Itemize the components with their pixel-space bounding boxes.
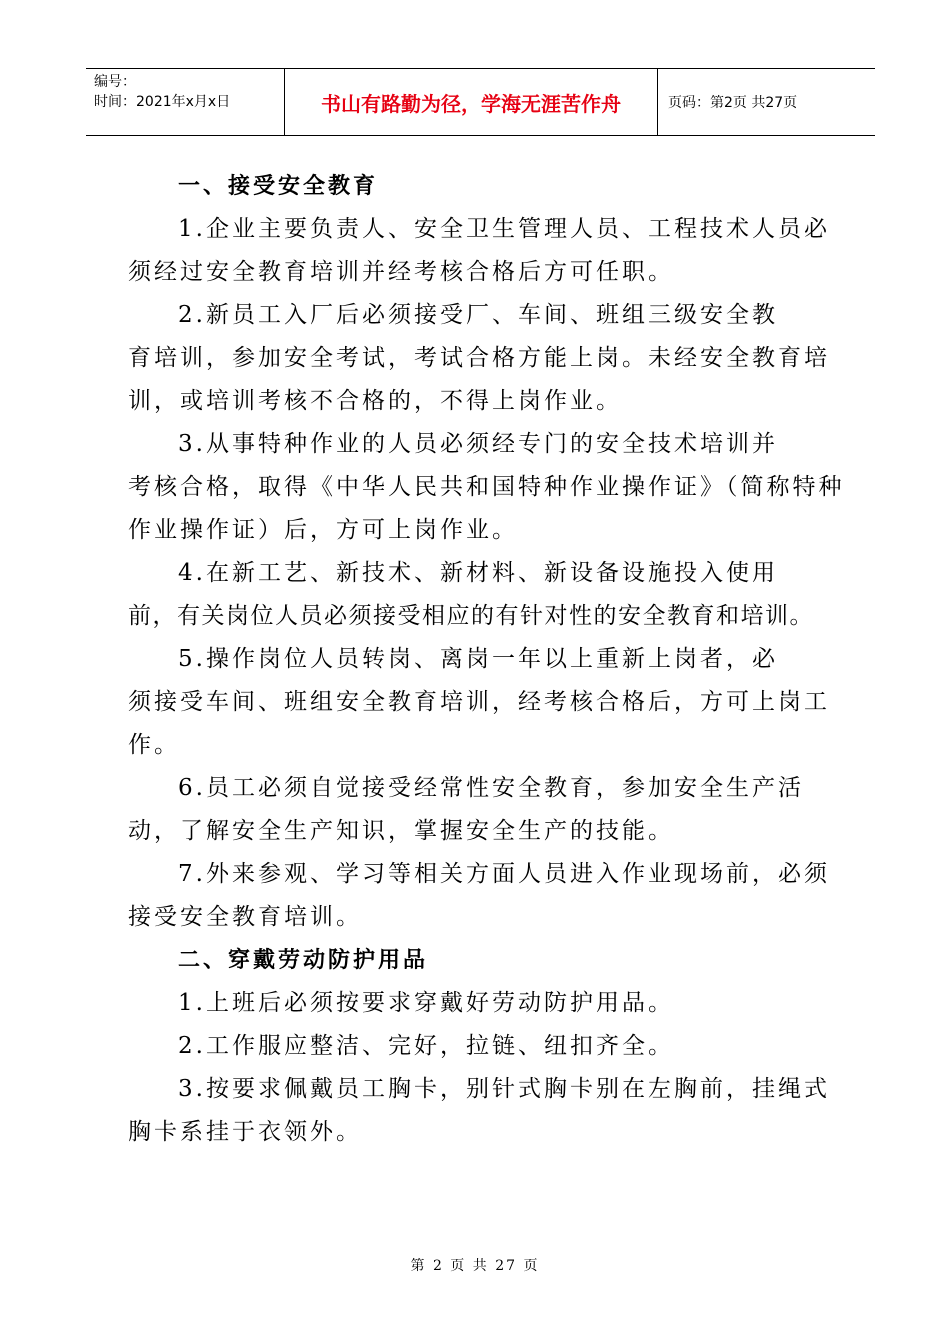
paragraph-continuation: 育培训，参加安全考试，考试合格方能上岗。未经安全教育培训，或培训考核不合格的，不得上岗作业。	[128, 345, 830, 414]
paragraph: 7.外来参观、学习等相关方面人员进入作业现场前，必须接受安全教育培训。	[128, 861, 830, 930]
section-title-safety-education: 一、接受安全教育	[178, 174, 379, 199]
paragraph: 3.按要求佩戴员工胸卡，别针式胸卡别在左胸前，挂绳式胸卡系挂于衣领外。	[128, 1076, 830, 1145]
paragraph: 6.员工必须自觉接受经常性安全教育，参加安全生产活动，了解安全生产知识，掌握安全生产的技能。	[128, 775, 804, 844]
document-number-label: 编号：	[94, 74, 136, 90]
paragraph-continuation: 须接受车间、班组安全教育培训，经考核合格后，方可上岗工作。	[128, 689, 830, 758]
paragraph-first-line: 3.从事特种作业的人员必须经专门的安全技术培训并	[178, 431, 778, 457]
section-title-protective-equipment: 二、穿戴劳动防护用品	[178, 948, 429, 973]
paragraph-continuation: 前，有关岗位人员必须接受相应的有针对性的安全教育和培训。	[128, 603, 814, 629]
page-footer: 第 2 页 共 27 页	[410, 1258, 540, 1274]
paragraph-first-line: 5.操作岗位人员转岗、离岗一年以上重新上岗者，必	[178, 646, 778, 672]
paragraph-first-line: 4.在新工艺、新技术、新材料、新设备设施投入使用	[178, 560, 778, 586]
header-meta	[86, 69, 285, 135]
paragraph: 1.上班后必须按要求穿戴好劳动防护用品。	[178, 990, 674, 1016]
document-date: 时间：2021年x月x日	[94, 94, 231, 110]
paragraph: 1.企业主要负责人、安全卫生管理人员、工程技术人员必须经过安全教育培训并经考核合格后方可任职。	[128, 216, 830, 285]
header-page-info: 页码：第2页 共27页	[668, 95, 798, 111]
header-table	[86, 68, 875, 136]
document-body	[128, 165, 848, 1154]
paragraph-continuation: 考核合格，取得《中华人民共和国特种作业操作证》（简称特种作业操作证）后，方可上岗作业。	[128, 474, 845, 543]
header-motto: 书山有路勤为径，学海无涯苦作舟	[285, 69, 658, 135]
paragraph-first-line: 2.新员工入厂后必须接受厂、车间、班组三级安全教	[178, 302, 778, 328]
paragraph: 2.工作服应整洁、完好，拉链、纽扣齐全。	[178, 1033, 674, 1059]
